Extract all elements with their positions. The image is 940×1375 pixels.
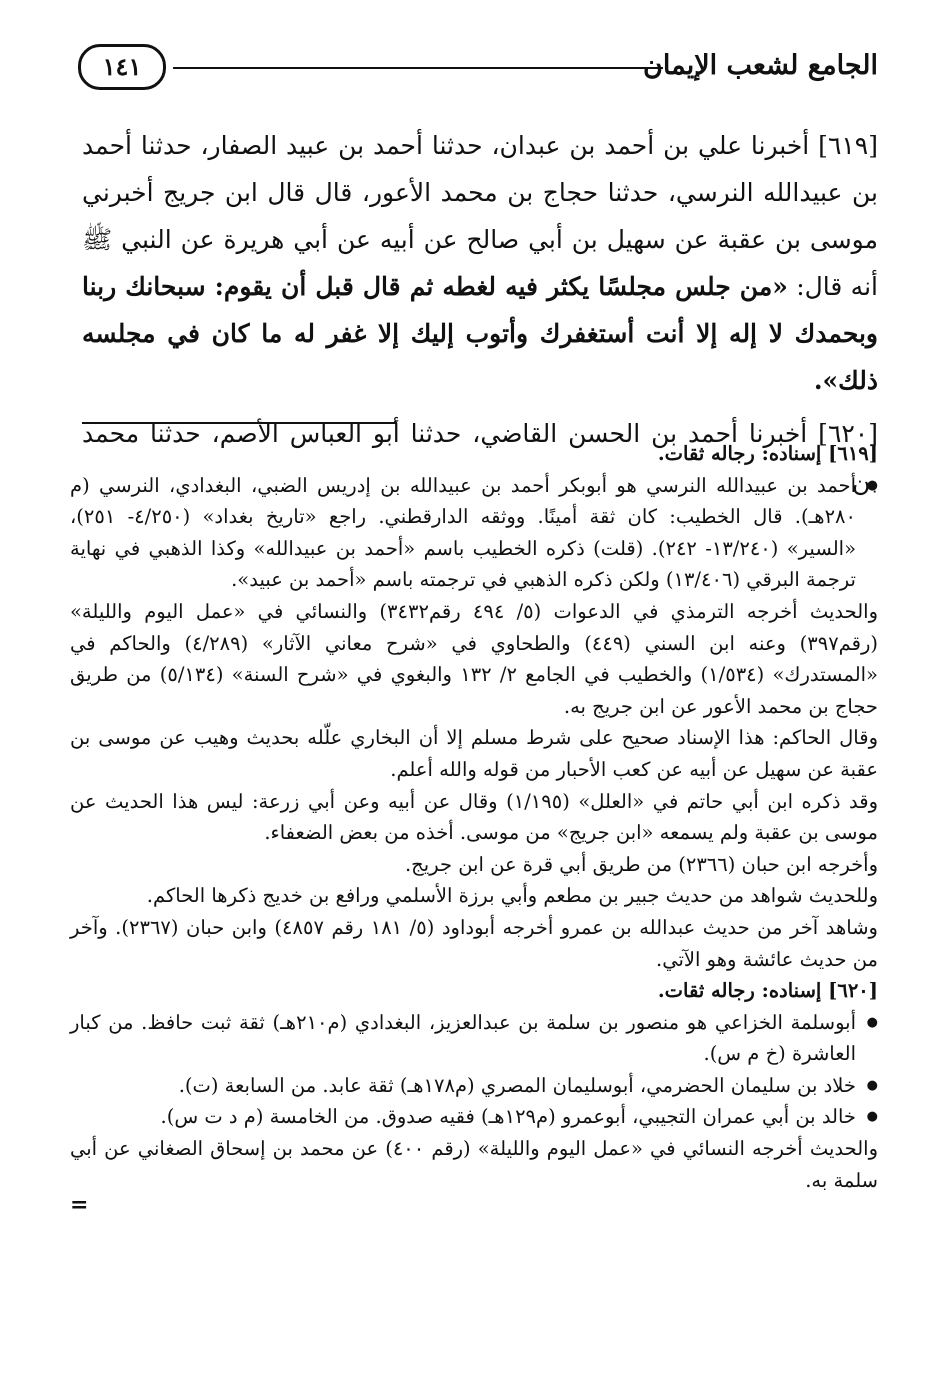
note-paragraph: وقال الحاكم: هذا الإسناد صحيح على شرط مسلم إلا أن البخاري علّله بحديث وهيب عن موسى بن عقبة عن سهيل عن أبيه عن كعب الأحبار من قوله والله أعلم. bbox=[70, 726, 878, 781]
note-paragraph: وللحديث شواهد من حديث جبير بن مطعم وأبي برزة الأسلمي ورافع بن خديج ذكرها الحاكم. bbox=[146, 884, 878, 908]
hadith-619 bbox=[82, 122, 878, 404]
footnote-separator bbox=[82, 422, 397, 424]
hadith-text: أخبرنا أحمد بن الحسن القاضي، حدثنا أبو العباس الأصم، حدثنا محمد بن bbox=[82, 419, 878, 495]
note-heading-619: [٦١٩] إسناده: رجاله ثقات. bbox=[657, 442, 878, 465]
note-paragraph: وأخرجه ابن حبان (٢٣٦٦) من طريق أبي قرة عن ابن جريج. bbox=[404, 852, 878, 876]
page-number: ١٤١ bbox=[78, 44, 166, 90]
hadith-matn: «من جلس مجلسًا يكثر فيه لغطه ثم قال قبل أن يقوم: سبحانك ربنا وبحمدك لا إله إلا أنت أستغفرك وأتوب إليك إلا غفر له ما كان في مجلسه ذلك». bbox=[82, 272, 878, 395]
note-paragraph: والحديث أخرجه الترمذي في الدعوات (٥/ ٤٩٤ رقم٣٤٣٢) والنسائي في «عمل اليوم والليلة» (رقم٣٩٧) وعنه ابن السني (٤٤٩) والطحاوي في «شرح معاني الآثار» (٤/٢٨٩) والحاكم في «المستدرك» (١/٥٣٤) والخطيب في الجامع ٢/ ١٣٢ والبغوي في «شرح السنة» (٥/١٣٤) من طريق حجاج بن محمد الأعور عن ابن جريج به. bbox=[70, 599, 878, 718]
note-paragraph: وقد ذكره ابن أبي حاتم في «العلل» (١/١٩٥) وقال عن أبيه وعن أبي زرعة: ليس هذا الحديث عن موسى بن عقبة ولم يسمعه «ابن جريج» من موسى. أخذه من بعض الضعفاء. bbox=[70, 789, 878, 845]
header-rule bbox=[173, 67, 663, 69]
note-bullet: ● أحمد بن عبيدالله النرسي هو أبوبكر أحمد بن عبيدالله بن إدريس الضبي، البغدادي، النرسي (م ٢٨٠هـ). قال الخطيب: كان ثقة أمينًا. ووثقه الدارقطني. راجع «تاريخ بغداد» (٤/٢٥٠- ٢٥١)، «السير» (١٣/٢٤٠- ٢٤٢). (قلت) ذكره الخطيب باسم «أحمد بن عبيدالله» وكذا الذهبي في نهاية ترجمة البرقي (١٣/٤٠٦) ولكن ذكره الذهبي في ترجمته باسم «أحمد بن عبيد». bbox=[70, 470, 878, 596]
note-paragraph: والحديث أخرجه النسائي في «عمل اليوم والليلة» (رقم ٤٠٠) عن محمد بن إسحاق الصغاني عن أبي سلمة به. bbox=[70, 1137, 878, 1192]
note-bullet: ● خالد بن أبي عمران التجيبي، أبوعمرو (م١٢٩هـ) فقيه صدوق. من الخامسة (م د ت س). bbox=[70, 1101, 878, 1133]
note-bullet: ● خلاد بن سليمان الحضرمي، أبوسليمان المصري (م١٧٨هـ) ثقة عابد. من السابعة (ت). bbox=[70, 1070, 878, 1102]
hadith-number: [٦٢٠] bbox=[818, 419, 878, 448]
note-heading-620: [٦٢٠] إسناده: رجاله ثقات. bbox=[657, 979, 878, 1003]
note-paragraph: وشاهد آخر من حديث عبدالله بن عمرو أخرجه أبوداود (٥/ ١٨١ رقم ٤٨٥٧) وابن حبان (٢٣٦٧). وآخر من حديث عائشة وهو الآتي. bbox=[70, 915, 878, 971]
footnotes bbox=[70, 438, 878, 1222]
note-bullet: ● أبوسلمة الخزاعي هو منصور بن سلمة بن عبدالعزيز، البغدادي (م٢١٠هـ) ثقة ثبت حافظ. من كبار العاشرة (خ م س). bbox=[70, 1007, 878, 1070]
page-header bbox=[78, 38, 878, 108]
hadith-number: [٦١٩] bbox=[818, 131, 878, 160]
continuation-mark: = bbox=[70, 1192, 89, 1219]
hadith-isnad: أخبرنا علي بن أحمد بن عبدان، حدثنا أحمد بن عبيد الصفار، حدثنا أحمد بن عبيدالله النرسي، حدثنا حجاج بن محمد الأعور، قال قال ابن جريج أخبرني موسى بن عقبة عن سهيل بن أبي صالح عن أبيه عن أبي هريرة عن النبي ﷺ أنه قال: bbox=[82, 131, 878, 301]
running-title: الجامع لشعب الإيمان bbox=[643, 50, 878, 81]
